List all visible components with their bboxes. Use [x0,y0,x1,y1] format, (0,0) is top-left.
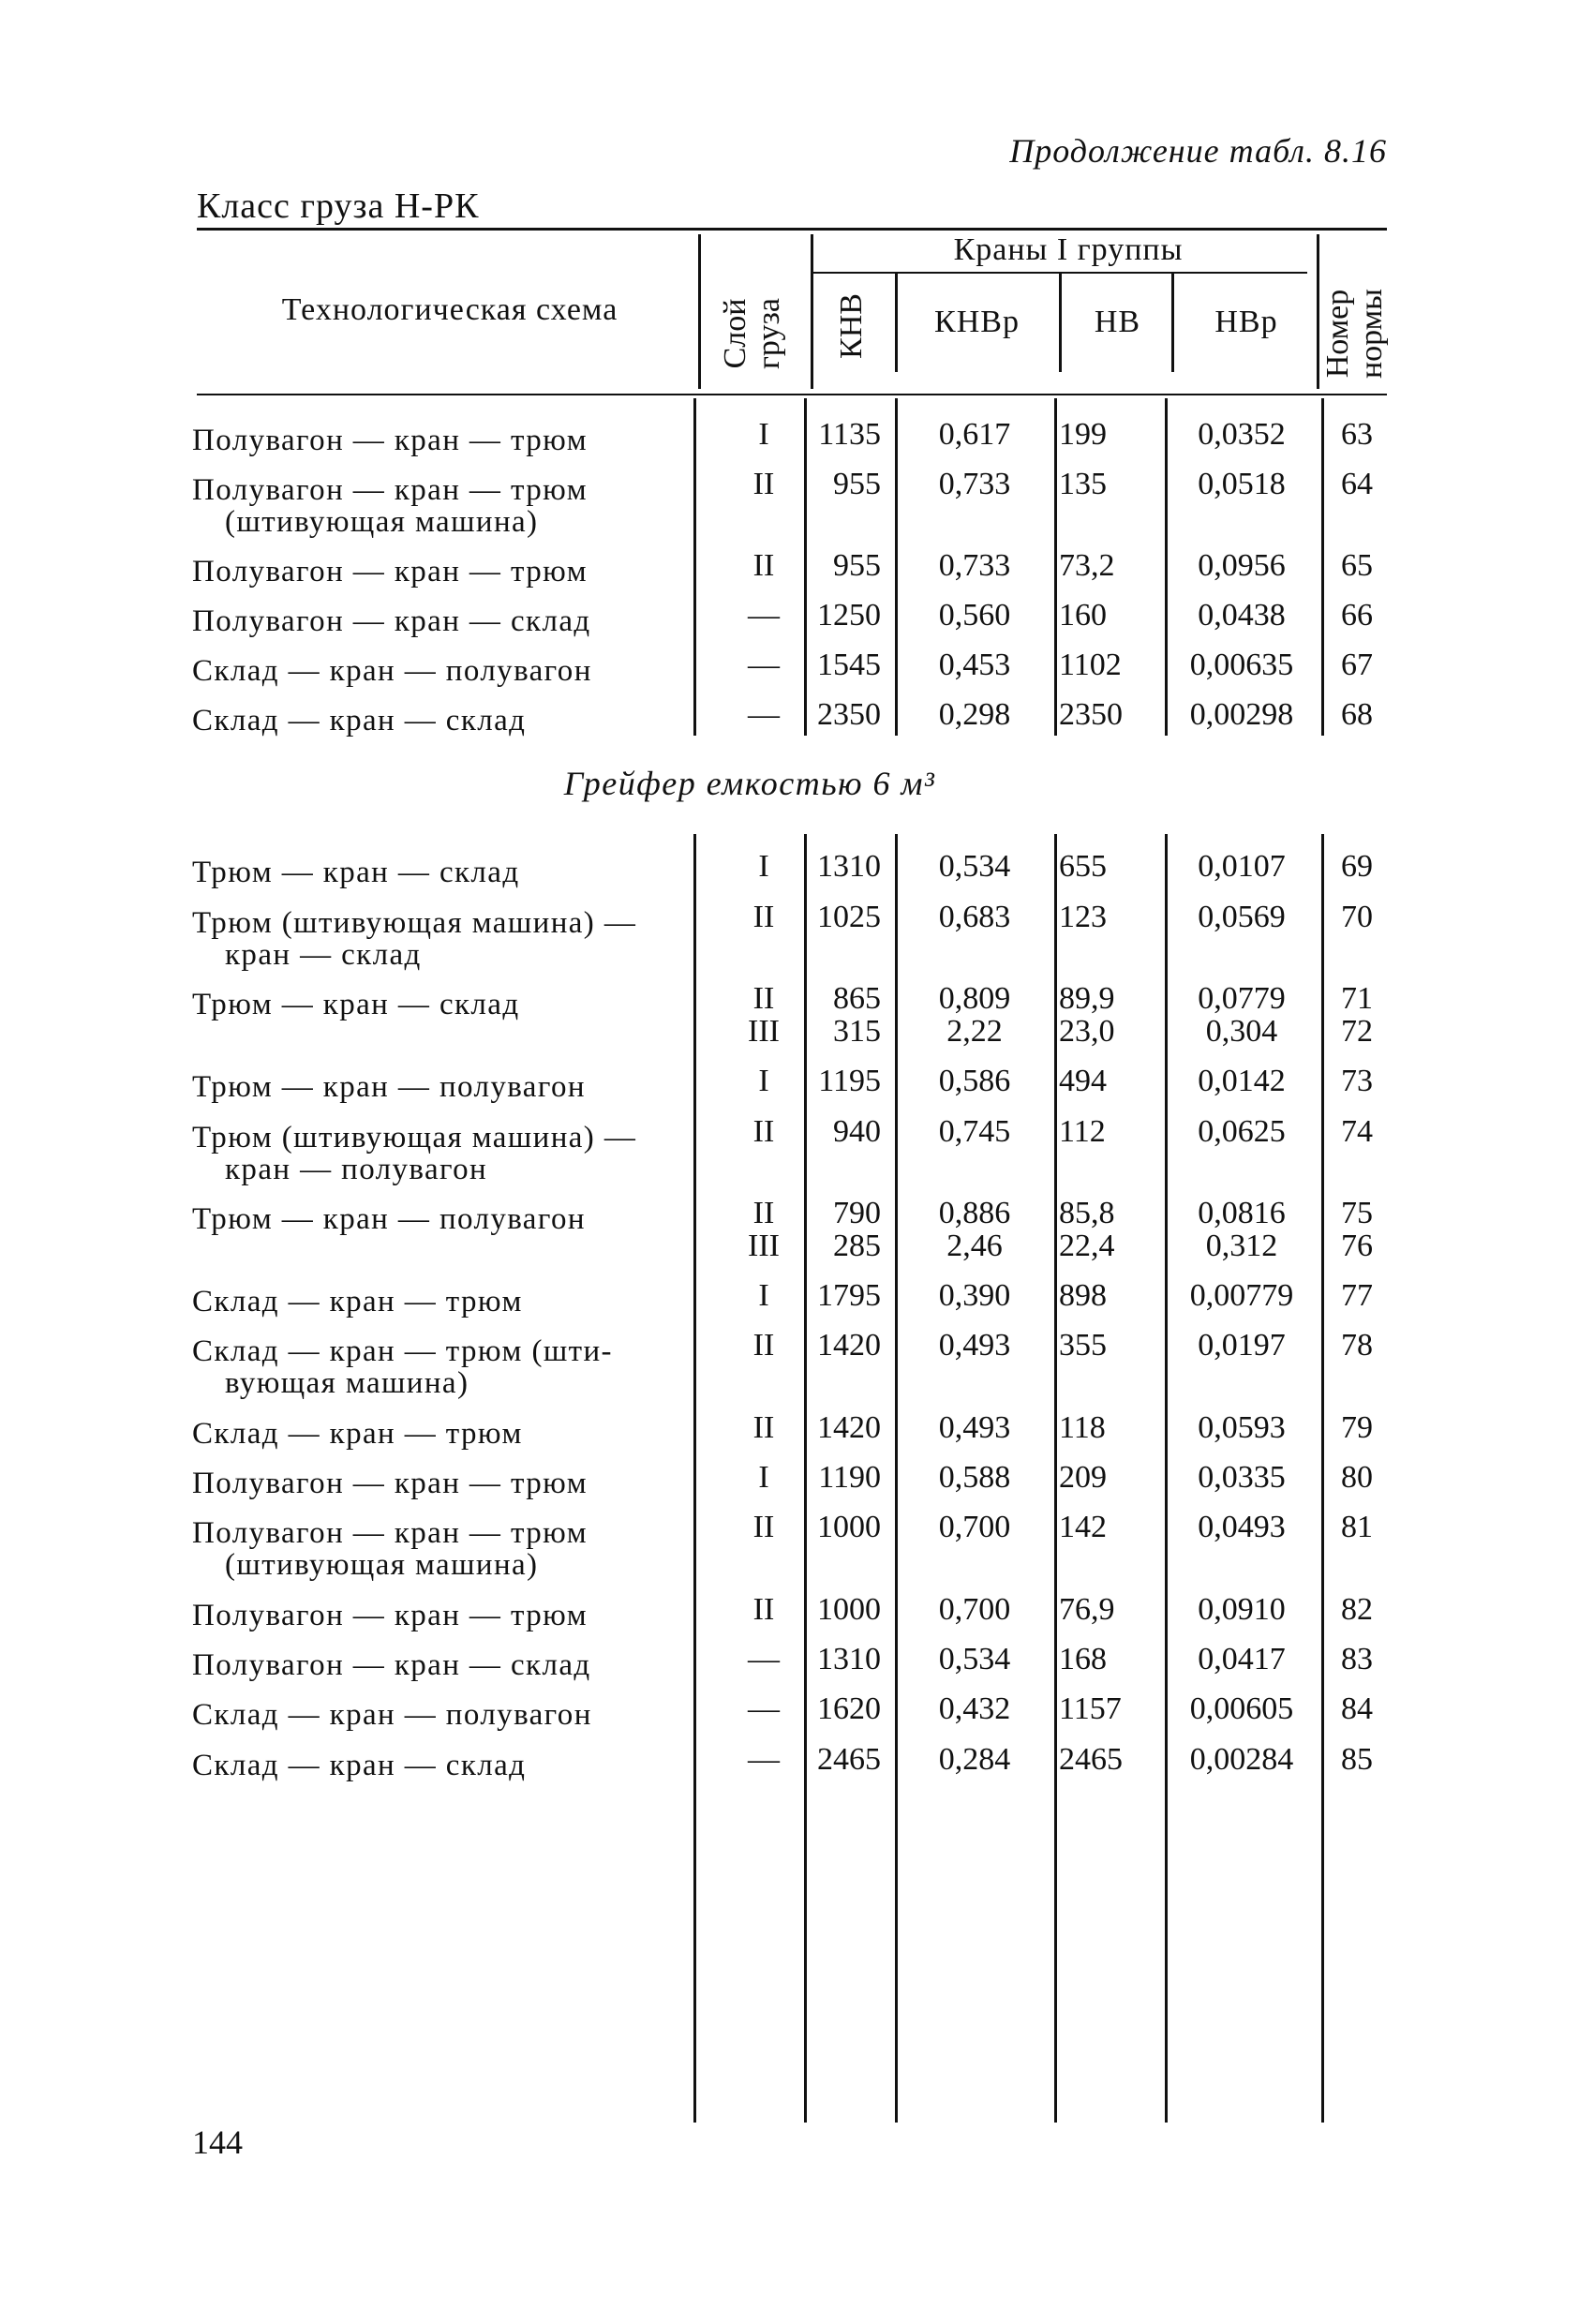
scheme-text: Трюм — кран — полувагон [192,1202,586,1236]
scheme-text: Склад — кран — трюм (шти- [192,1334,613,1368]
norm-no-cell: 78 [1341,1328,1373,1363]
nv-cell: 2350 [1059,697,1123,732]
column-header-nv: НВ [1094,305,1141,339]
knvp-cell: 0,284 [938,1742,1011,1777]
body-b-divider-4 [1054,834,1057,2123]
scheme-text: вующая машина) [225,1366,469,1400]
scheme-text: Полувагон — кран — трюм [192,1516,588,1550]
nvp-cell: 0,312 [1205,1229,1278,1263]
layer-cell: II [752,467,775,501]
norm-no-cell: 68 [1341,697,1373,732]
nvp-cell: 0,0593 [1198,1410,1286,1445]
knv-cell: 865 [833,981,881,1016]
header-divider-nv [1171,274,1174,372]
knv-cell: 1190 [818,1460,881,1495]
column-header-scheme: Технологическая схема [281,292,618,327]
layer-cell: I [758,1460,769,1495]
knvp-cell: 0,886 [938,1196,1011,1230]
scheme-text: Полувагон — кран — склад [192,1648,591,1682]
scheme-text: Полувагон — кран — трюм [192,473,588,507]
layer-cell: II [752,1114,775,1149]
scheme-text: Трюм — кран — полувагон [192,1070,586,1104]
scheme-text: кран — склад [225,938,422,972]
nv-cell: 655 [1059,849,1107,884]
knvp-cell: 2,22 [946,1014,1003,1049]
knv-cell: 1420 [817,1410,881,1445]
knv-cell: 1620 [817,1691,881,1726]
layer-cell: II [752,1510,775,1544]
knvp-cell: 0,617 [938,417,1011,452]
knvp-cell: 0,534 [938,849,1011,884]
table-top-rule [197,228,1387,231]
norm-no-cell: 73 [1341,1064,1373,1098]
knv-cell: 955 [833,467,881,501]
norm-no-cell: 72 [1341,1014,1373,1049]
nvp-cell: 0,0352 [1198,417,1286,452]
knvp-cell: 0,453 [938,648,1011,682]
nv-cell: 1157 [1059,1691,1122,1726]
body-a-divider-4 [1054,398,1057,736]
knv-cell: 1250 [817,598,881,633]
nvp-cell: 0,00605 [1189,1691,1294,1726]
layer-cell: I [758,417,769,452]
norm-no-cell: 67 [1341,648,1373,682]
nv-cell: 73,2 [1059,548,1115,583]
norm-no-cell: 84 [1341,1691,1373,1726]
layer-cell: II [752,1328,775,1363]
nvp-cell: 0,00284 [1189,1742,1294,1777]
knvp-cell: 0,534 [938,1642,1011,1676]
layer-cell: I [758,849,769,884]
norm-no-cell: 83 [1341,1642,1373,1676]
column-header-knvp: КНВр [934,305,1020,339]
table-continuation-caption: Продолжение табл. 8.16 [1009,132,1387,170]
scheme-text: Склад — кран — склад [192,704,527,737]
scheme-text: Трюм (штивующая машина) — [192,1121,637,1155]
header-divider-knvp [1059,274,1062,372]
knv-cell: 2465 [817,1742,881,1777]
nvp-cell: 0,0779 [1198,981,1286,1016]
layer-cell: II [752,1410,775,1445]
norm-no-cell: 82 [1341,1592,1373,1627]
scheme-text: Трюм — кран — склад [192,856,520,889]
knvp-cell: 0,560 [938,598,1011,633]
knv-cell: 2350 [817,697,881,732]
column-header-knv: КНВ [834,293,869,359]
nvp-cell: 0,0197 [1198,1328,1286,1363]
knvp-cell: 0,390 [938,1278,1011,1313]
norm-no-cell: 79 [1341,1410,1373,1445]
nv-cell: 85,8 [1059,1196,1115,1230]
knv-cell: 315 [833,1014,881,1049]
scheme-text: Трюм — кран — склад [192,988,520,1021]
norm-no-cell: 76 [1341,1229,1373,1263]
knvp-cell: 0,586 [938,1064,1011,1098]
knv-cell: 1135 [818,417,881,452]
nvp-cell: 0,0438 [1198,598,1286,633]
body-a-divider-3 [895,398,898,736]
nv-cell: 89,9 [1059,981,1115,1016]
knv-cell: 1310 [817,1642,881,1676]
knvp-cell: 0,432 [938,1691,1011,1726]
layer-cell: II [752,981,775,1016]
knv-cell: 1000 [817,1510,881,1544]
scheme-text: (штивующая машина) [225,505,539,539]
nvp-cell: 0,304 [1205,1014,1278,1049]
layer-cell: — [748,598,780,633]
norm-no-cell: 81 [1341,1510,1373,1544]
scheme-text: Полувагон — кран — трюм [192,424,588,457]
nvp-cell: 0,0956 [1198,548,1286,583]
header-divider-knv [895,274,898,372]
nvp-cell: 0,00635 [1189,648,1294,682]
scheme-text: Трюм (штивующая машина) — [192,906,637,940]
column-header-layer-text: Слой груза [718,297,786,370]
layer-cell: II [752,548,775,583]
knv-cell: 1310 [817,849,881,884]
norm-no-cell: 75 [1341,1196,1373,1230]
knvp-cell: 0,809 [938,981,1011,1016]
norm-no-cell: 69 [1341,849,1373,884]
nv-cell: 22,4 [1059,1229,1115,1263]
knv-cell: 790 [833,1196,881,1230]
scheme-text: Полувагон — кран — трюм [192,1467,588,1500]
knvp-cell: 0,493 [938,1410,1011,1445]
column-header-layer [719,268,790,399]
section-title: Грейфер емкостью 6 м³ [563,765,936,802]
norm-no-cell: 65 [1341,548,1373,583]
norm-no-cell: 74 [1341,1114,1373,1149]
layer-cell: II [752,1196,775,1230]
norm-no-cell: 64 [1341,467,1373,501]
knvp-cell: 0,733 [938,548,1011,583]
nvp-cell: 0,0569 [1198,900,1286,934]
knvp-cell: 0,700 [938,1510,1011,1544]
nv-cell: 355 [1059,1328,1107,1363]
nv-cell: 209 [1059,1460,1107,1495]
nvp-cell: 0,0518 [1198,467,1286,501]
nv-cell: 123 [1059,900,1107,934]
layer-cell: I [758,1278,769,1313]
nvp-cell: 0,0107 [1198,849,1286,884]
layer-cell: — [748,648,780,682]
nv-cell: 168 [1059,1642,1107,1676]
nv-cell: 23,0 [1059,1014,1115,1049]
nv-cell: 160 [1059,598,1107,633]
page-number: 144 [192,2123,243,2161]
body-b-divider-3 [895,834,898,2123]
layer-cell: — [748,1742,780,1777]
knv-cell: 1545 [817,648,881,682]
scheme-text: Склад — кран — склад [192,1749,527,1782]
norm-no-cell: 66 [1341,598,1373,633]
knvp-cell: 0,700 [938,1592,1011,1627]
knv-cell: 1025 [817,900,881,934]
knvp-cell: 0,683 [938,900,1011,934]
nvp-cell: 0,0816 [1198,1196,1286,1230]
norm-no-cell: 63 [1341,417,1373,452]
nvp-cell: 0,00298 [1189,697,1294,732]
nvp-cell: 0,0625 [1198,1114,1286,1149]
scheme-text: Полувагон — кран — склад [192,604,591,638]
nvp-cell: 0,0417 [1198,1642,1286,1676]
scheme-text: Склад — кран — трюм [192,1417,523,1451]
knvp-cell: 2,46 [946,1229,1003,1263]
body-b-divider-1 [693,834,696,2123]
column-header-nvp: НВр [1214,305,1278,339]
knv-cell: 1000 [817,1592,881,1627]
header-divider-nvp [1317,234,1319,389]
column-header-group: Краны I группы [953,232,1184,267]
layer-cell: II [752,1592,775,1627]
header-divider-layer [811,234,813,389]
norm-no-cell: 85 [1341,1742,1373,1777]
layer-cell: II [752,900,775,934]
scheme-text: Склад — кран — полувагон [192,1698,592,1732]
body-a-divider-1 [693,398,696,736]
scheme-text: Склад — кран — трюм [192,1285,523,1318]
scheme-text: Полувагон — кран — трюм [192,555,588,588]
nv-cell: 112 [1059,1114,1106,1149]
norm-no-cell: 80 [1341,1460,1373,1495]
nv-cell: 142 [1059,1510,1107,1544]
scheme-text: (штивующая машина) [225,1548,539,1582]
norm-no-cell: 71 [1341,981,1373,1016]
knvp-cell: 0,588 [938,1460,1011,1495]
nvp-cell: 0,00779 [1189,1278,1294,1313]
header-divider-scheme [698,234,701,389]
layer-cell: I [758,1064,769,1098]
knv-cell: 285 [833,1229,881,1263]
nv-cell: 199 [1059,417,1107,452]
knvp-cell: 0,733 [938,467,1011,501]
table-header-bottom-rule [197,394,1387,395]
nv-cell: 2465 [1059,1742,1123,1777]
layer-cell: — [748,1691,780,1726]
layer-cell: III [748,1014,780,1049]
scheme-text: Полувагон — кран — трюм [192,1599,588,1632]
nvp-cell: 0,0493 [1198,1510,1286,1544]
nvp-cell: 0,0335 [1198,1460,1286,1495]
knvp-cell: 0,298 [938,697,1011,732]
knv-cell: 1420 [817,1328,881,1363]
layer-cell: — [748,1642,780,1676]
scheme-text: Склад — кран — полувагон [192,654,592,688]
knvp-cell: 0,493 [938,1328,1011,1363]
scheme-text: кран — полувагон [225,1153,488,1186]
layer-cell: — [748,697,780,732]
nvp-cell: 0,0142 [1198,1064,1286,1098]
knv-cell: 940 [833,1114,881,1149]
column-header-norm-no-text: Номер нормы [1320,288,1389,380]
cargo-class-label: Класс груза Н-РК [197,186,480,226]
knv-cell: 955 [833,548,881,583]
knv-cell: 1195 [818,1064,881,1098]
column-header-norm-no [1321,268,1393,399]
nv-cell: 898 [1059,1278,1107,1313]
knvp-cell: 0,745 [938,1114,1011,1149]
nv-cell: 494 [1059,1064,1107,1098]
nv-cell: 76,9 [1059,1592,1115,1627]
norm-no-cell: 77 [1341,1278,1373,1313]
nvp-cell: 0,0910 [1198,1592,1286,1627]
norm-no-cell: 70 [1341,900,1373,934]
knv-cell: 1795 [817,1278,881,1313]
nv-cell: 135 [1059,467,1107,501]
nv-cell: 1102 [1059,648,1122,682]
nv-cell: 118 [1059,1410,1106,1445]
layer-cell: III [748,1229,780,1263]
